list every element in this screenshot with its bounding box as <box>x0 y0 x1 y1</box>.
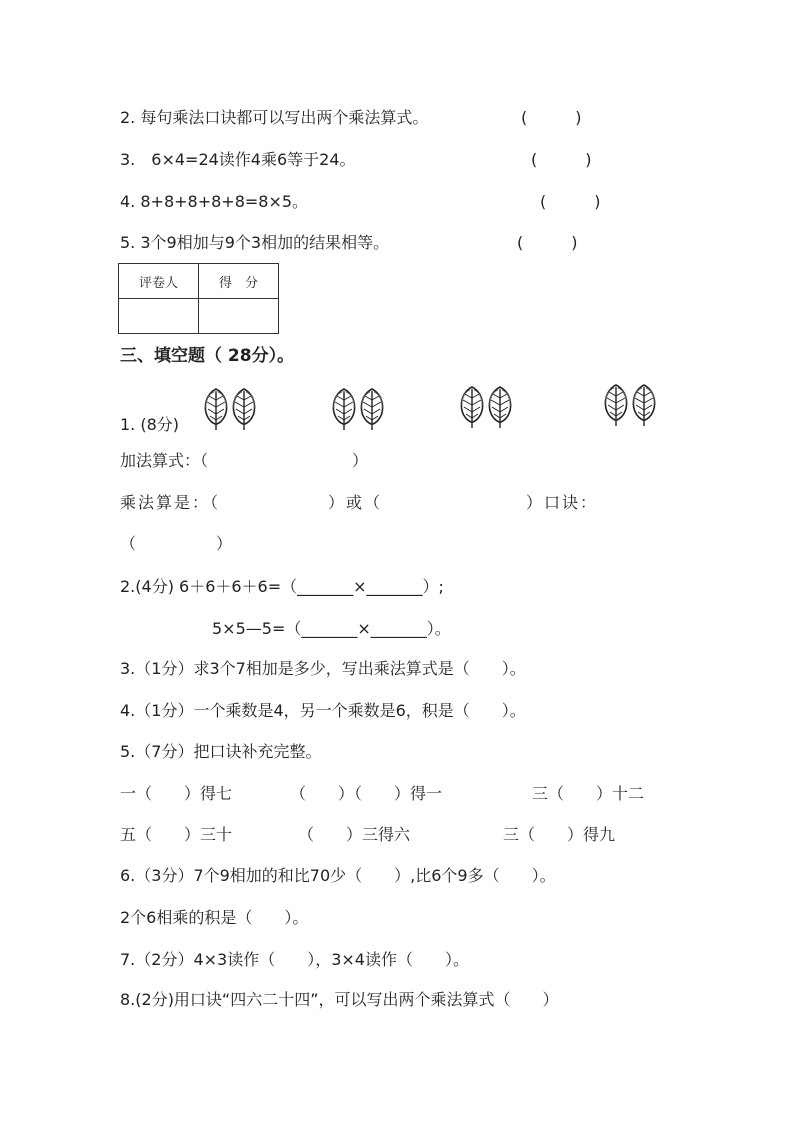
fill-q5-row1-a: 一（ ）得七 <box>120 784 233 803</box>
section-3-title: 三、填空题（ 28分）。 <box>120 346 295 366</box>
judge-q5-answer[interactable]: ( ) <box>517 233 578 252</box>
fill-q3: 3.（1分）求3个7相加是多少，写出乘法算式是（ ）。 <box>120 659 526 678</box>
leaf-pair-icon <box>600 382 662 428</box>
grade-table <box>118 263 279 334</box>
score-cell[interactable] <box>199 299 279 334</box>
fill-q5-row1-c: 三（ ）十二 <box>532 784 645 803</box>
reviewer-header: 评卷人 <box>119 264 199 299</box>
judge-q5: 5. 3个9相加与9个3相加的结果相等。 <box>120 233 390 252</box>
fill-q5-row1-b: （ ）（ ）得一 <box>290 784 443 803</box>
fill-q2-line1: 2.(4分) 6＋6＋6＋6=（_______×_______）; <box>120 577 444 596</box>
fill-q5-title: 5.（7分）把口诀补充完整。 <box>120 742 322 761</box>
fill-q1-addition: 加法算式：（ ） <box>120 451 369 470</box>
fill-q2-line2: 5×5—5=（_______×_______）。 <box>212 619 451 638</box>
judge-q2-answer[interactable]: ( ) <box>521 108 582 127</box>
fill-q6-line2: 2个6相乘的积是（ ）。 <box>120 908 309 927</box>
fill-q5-row2-b: （ ）三得六 <box>298 825 411 844</box>
fill-q1-multiplication: 乘法算是：（ ）或（ ）口诀： <box>120 493 599 512</box>
score-header: 得 分 <box>199 264 279 299</box>
judge-q2: 2. 每句乘法口诀都可以写出两个乘法算式。 <box>120 108 429 127</box>
fill-q6-line1: 6.（3分）7个9相加的和比70少（ ）,比6个9多（ ）。 <box>120 866 556 885</box>
judge-q4: 4. 8+8+8+8+8=8×5。 <box>120 192 309 211</box>
reviewer-cell[interactable] <box>119 299 199 334</box>
fill-q7: 7.（2分）4×3读作（ ），3×4读作（ ）。 <box>120 950 469 969</box>
judge-q4-answer[interactable]: ( ) <box>540 192 601 211</box>
fill-q1-label: 1. (8分) <box>120 415 180 434</box>
fill-q8: 8.(2分)用口诀“四六二十四”，可以写出两个乘法算式（ ） <box>120 990 559 1009</box>
leaf-pair-icon <box>328 386 390 432</box>
fill-q5-row2-c: 三（ ）得九 <box>503 825 616 844</box>
fill-q4: 4.（1分）一个乘数是4，另一个乘数是6，积是（ ）。 <box>120 701 526 720</box>
judge-q3-answer[interactable]: ( ) <box>531 150 592 169</box>
fill-q1-verse[interactable]: （ ） <box>120 534 233 553</box>
leaf-pair-icon <box>456 384 518 430</box>
leaf-pair-icon <box>200 386 262 432</box>
fill-q5-row2-a: 五（ ）三十 <box>120 825 233 844</box>
judge-q3: 3. 6×4=24读作4乘6等于24。 <box>120 150 356 169</box>
